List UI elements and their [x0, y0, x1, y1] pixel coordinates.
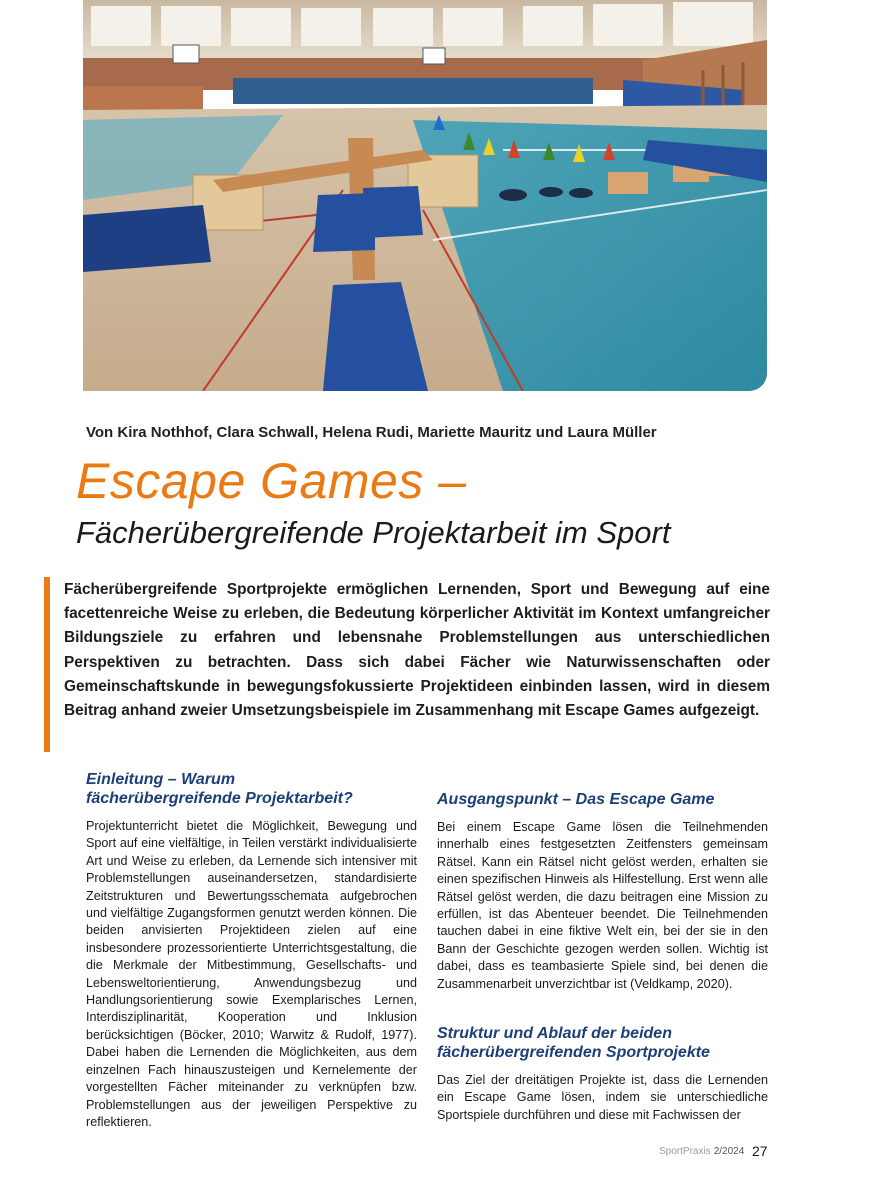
section-heading-starting-point: Ausgangspunkt – Das Escape Game	[437, 791, 715, 808]
article-authors: Von Kira Nothhof, Clara Schwall, Helena Rudi, Mariette Mauritz und Laura Müller	[86, 424, 657, 441]
section-body-starting-point: Bei einem Escape Game lösen die Teilnehmenden innerhalb eines festgesetzten Zeitfensters gemeinsam Rätsel. Kann ein Rätsel nicht gelöst werden, erhalten sie einen spezifischen Hinweis als Hilfestellung. Erst wenn alle Rätsel gelöst werden, die dazu beitragen eine Mission zu erfüllen, ist das Abenteuer beendet. Die Teilnehmenden tauchen dabei in eine fiktive Welt ein, bei der sie in den Bann der Geschichte gezogen werden sollen. Wichtig ist dabei, dass es teambasierte Spiele sind, bei denen die Zusammenarbeit unverzichtbar ist (Veldkamp, 2020).	[437, 820, 768, 991]
lead-paragraph: Fächerübergreifende Sportprojekte ermöglichen Lernenden, Sport und Bewegung auf eine facettenreiche Weise zu erleben, die Bedeutung körperlicher Aktivität im Kontext umfangreicher Bildungsziele zu erfahren und lebensnahe Problemstellungen aus unterschiedlichen Perspektiven zu betrachten. Dass sich dabei Fächer wie Naturwissenschaften oder Gemeinschaftskunde in bewegungsfokussierte Projektideen einbinden lassen, wird in diesem Beitrag anhand zweier Umsetzungsbeispiele im Zusammenhang mit Escape Games aufgezeigt.	[64, 581, 770, 720]
page-footer	[659, 1146, 744, 1157]
section-heading-introduction	[86, 770, 417, 808]
page-number: 27	[752, 1143, 768, 1159]
article-title: Escape Games –	[76, 453, 467, 509]
section-heading-structure	[437, 1024, 768, 1062]
heading-line: fächerübergreifende Projektarbeit?	[86, 790, 353, 807]
heading-line: Struktur und Ablauf der beiden	[437, 1025, 672, 1042]
issue-number: 2/2024	[713, 1146, 745, 1157]
article-subtitle: Fächerübergreifende Projektarbeit im Sport	[76, 515, 671, 550]
section-structure	[437, 1024, 768, 1124]
journal-name: SportPraxis	[659, 1146, 711, 1157]
section-introduction	[86, 770, 417, 1131]
heading-line: fächerübergreifenden Sportprojekte	[437, 1044, 710, 1061]
section-body-structure: Das Ziel der dreitätigen Projekte ist, dass die Lernenden ein Escape Game lösen, indem sie unterschiedliche Sportspiele durchführen und diese mit Fachwissen der	[437, 1073, 768, 1122]
hero-photo-gymnasium	[83, 0, 767, 391]
section-body-introduction: Projektunterricht bietet die Möglichkeit, Bewegung und Sport auf eine vielfältige, in Teilen verstärkt individualisierte Art und Weise zu erleben, da Lernende sich intensiver mit Problemstellungen auseinandersetzen, standardisierte Zeitstrukturen und Bewertungsschemata aufgebrochen und vielfältige Zugangsformen genutzt werden können. Die beiden anvisierten Projektideen zielen auf eine insbesondere prozessorientierte Unterrichtsgestaltung, die die Merkmale der Mitbestimmung, Gesellschafts- und Lebensweltorientierung, Anwendungsbezug und Handlungsorientierung sowie Exemplarisches Lernen, Interdisziplinarität, Kooperation und Inklusion berücksichtigen (Böcker, 2010; Warwitz & Rudolf, 1977). Dabei haben die Lernenden die Möglichkeiten, aus dem einzelnen Fach hinauszusteigen und Kernelemente der vorgestellten Fächer miteinander zu verknüpfen bzw. Problemstellungen aus der jeweiligen Perspektive zu reflektieren.	[86, 819, 417, 1129]
heading-line: Einleitung – Warum	[86, 771, 236, 788]
lead-accent-bar	[44, 577, 50, 752]
section-starting-point	[437, 790, 768, 993]
